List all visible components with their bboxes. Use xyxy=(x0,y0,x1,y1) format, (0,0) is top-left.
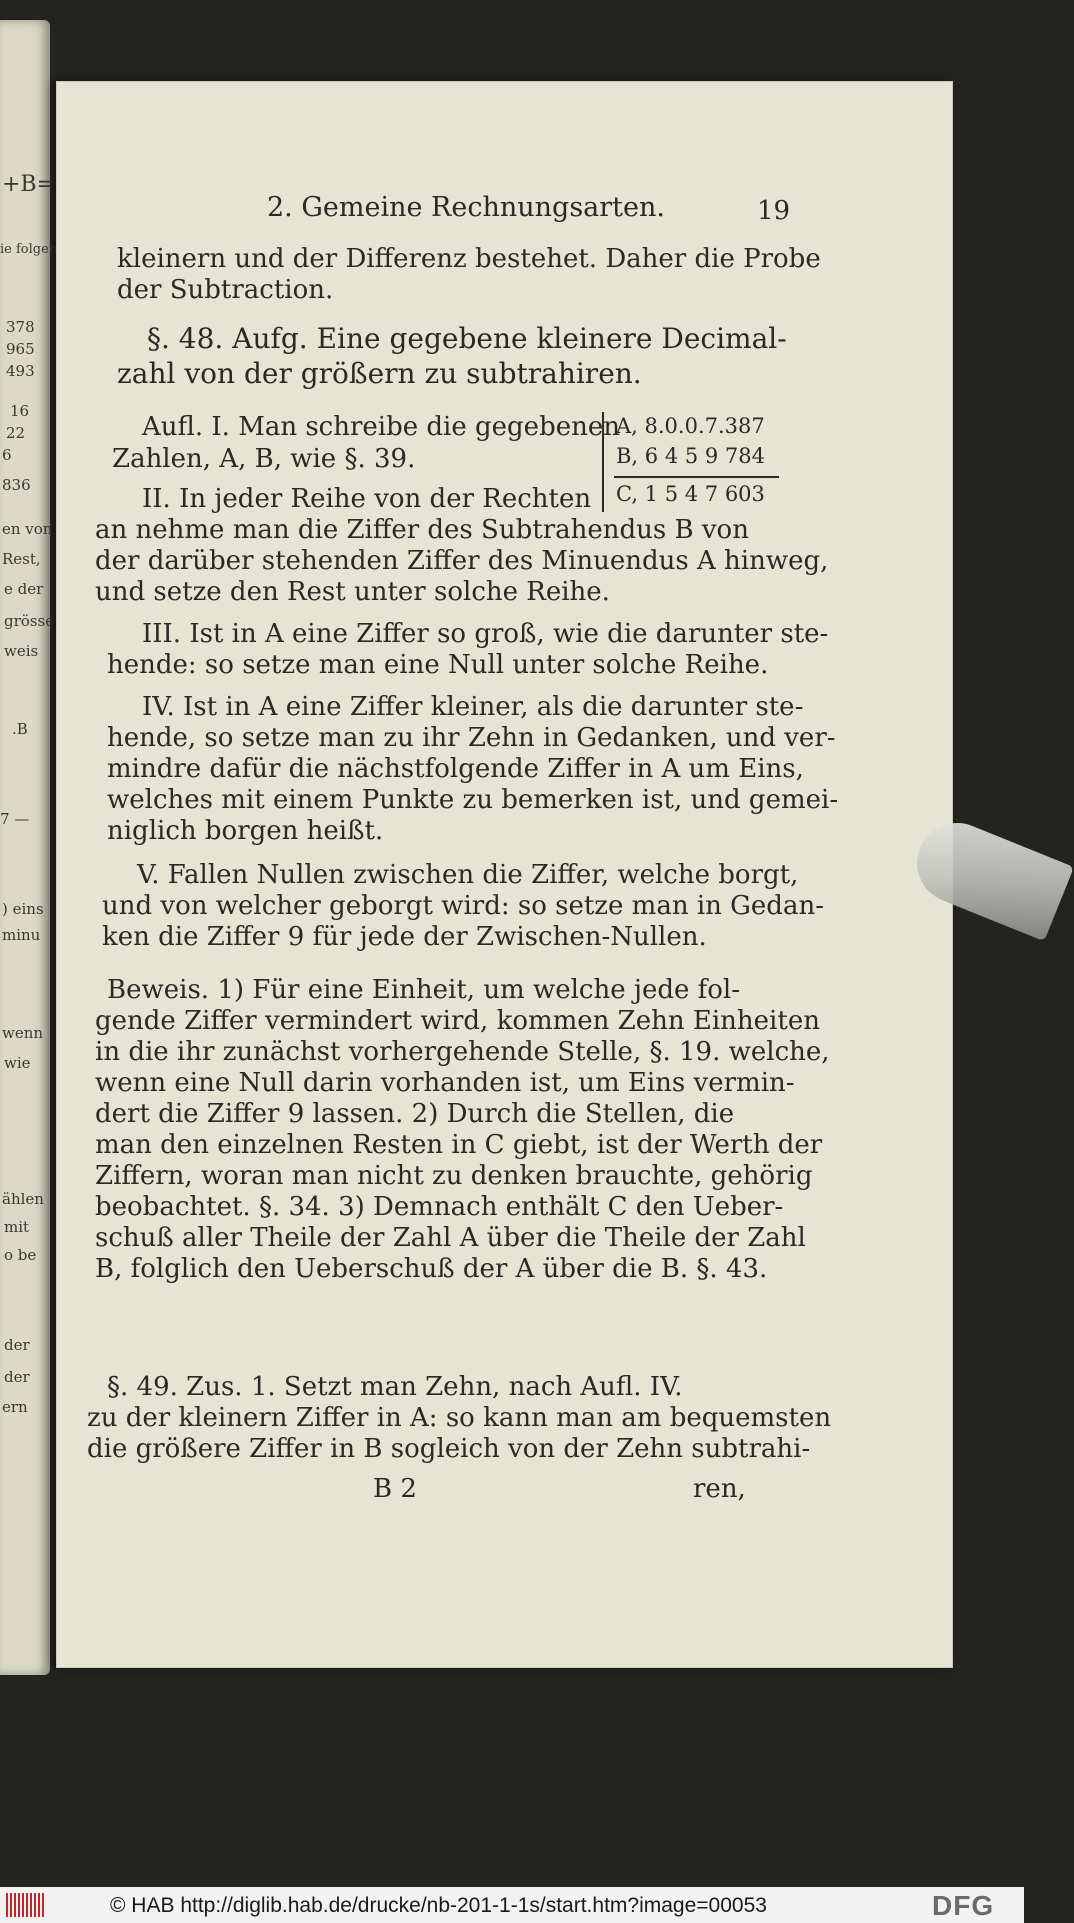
text-line: der Subtraction. xyxy=(117,275,334,305)
running-header: 2. Gemeine Rechnungsarten. xyxy=(267,192,665,223)
section-heading: zahl von der größern zu subtrahiren. xyxy=(117,357,642,390)
difference-row: C, 1 5 4 7 603 xyxy=(616,482,765,506)
text-line: man den einzelnen Resten in C giebt, ist der Werth der xyxy=(95,1130,823,1160)
text-line: gende Ziffer vermindert wird, kommen Zehn Einheiten xyxy=(95,1006,820,1036)
margin-fragment: .B xyxy=(12,720,28,738)
text-line: hende, so setze man zu ihr Zehn in Gedanken, und ver- xyxy=(107,723,836,753)
margin-fragment: e der xyxy=(4,580,44,598)
margin-fragment: ) eins xyxy=(2,900,44,918)
text-line: §. 49. Zus. 1. Setzt man Zehn, nach Aufl. IV. xyxy=(107,1372,683,1402)
margin-fragment: 836 xyxy=(2,476,31,494)
subtrahend-row: B, 6 4 5 9 784 xyxy=(616,444,766,468)
page-number: 19 xyxy=(757,196,791,226)
signature-mark: B 2 xyxy=(373,1474,417,1504)
text-line: hende: so setze man eine Null unter solche Reihe. xyxy=(107,650,769,680)
copyright-link[interactable]: © HAB http://diglib.hab.de/drucke/nb-201-1-1s/start.htm?image=00053 xyxy=(110,1894,767,1917)
left-page-edge xyxy=(0,20,58,1675)
text-line: an nehme man die Ziffer des Subtrahendus B von xyxy=(95,515,749,545)
margin-fragment: o be xyxy=(4,1246,37,1264)
margin-fragment: wenn xyxy=(2,1024,44,1042)
text-line: IV. Ist in A eine Ziffer kleiner, als die darunter ste- xyxy=(142,692,804,722)
margin-fragment: weis xyxy=(4,642,39,660)
margin-fragment: wie xyxy=(4,1054,31,1072)
margin-fragment: grösse xyxy=(4,612,55,630)
text-line: II. In jeder Reihe von der Rechten xyxy=(142,484,592,514)
text-line: Ziffern, woran man nicht zu denken brauchte, gehörig xyxy=(95,1161,813,1191)
margin-fragment: ählen xyxy=(2,1190,44,1208)
barcode-icon xyxy=(6,1893,44,1917)
margin-fragment: 6 xyxy=(2,446,12,464)
margin-fragment: 16 xyxy=(10,402,30,420)
text-line: wenn eine Null darin vorhanden ist, um Eins vermin- xyxy=(95,1068,795,1098)
margin-fragment: +B= xyxy=(2,172,56,197)
margin-fragment: 493 xyxy=(6,362,35,380)
text-line: V. Fallen Nullen zwischen die Ziffer, welche borgt, xyxy=(137,860,799,890)
text-line: mindre dafür die nächstfolgende Ziffer in A um Eins, xyxy=(107,754,804,784)
book-page xyxy=(57,82,952,1667)
text-line: Zahlen, A, B, wie §. 39. xyxy=(112,444,416,474)
text-line: in die ihr zunächst vorhergehende Stelle, §. 19. welche, xyxy=(95,1037,830,1067)
text-line: welches mit einem Punkte zu bemerken ist, und gemei- xyxy=(107,785,839,815)
margin-fragment: ern xyxy=(2,1398,28,1416)
subtraction-rule xyxy=(614,476,779,478)
text-line: B, folglich den Ueberschuß der A über die B. §. 43. xyxy=(95,1254,768,1284)
margin-fragment: mit xyxy=(4,1218,30,1236)
margin-fragment: ie folgen xyxy=(0,242,58,257)
margin-fragment: en von xyxy=(2,520,53,538)
text-line: und von welcher geborgt wird: so setze man in Gedan- xyxy=(102,891,824,921)
margin-fragment: der xyxy=(4,1336,30,1354)
text-line: ken die Ziffer 9 für jede der Zwischen-Nullen. xyxy=(102,922,707,952)
text-line: beobachtet. §. 34. 3) Demnach enthält C den Ueber- xyxy=(95,1192,784,1222)
text-line: kleinern und der Differenz bestehet. Daher die Probe xyxy=(117,244,821,274)
margin-fragment: der xyxy=(4,1368,30,1386)
footer-bar xyxy=(0,1887,1024,1923)
margin-fragment: minu xyxy=(2,926,41,944)
subtraction-example xyxy=(602,412,779,512)
text-line: schuß aller Theile der Zahl A über die Theile der Zahl xyxy=(95,1223,806,1253)
text-line: zu der kleinern Ziffer in A: so kann man am bequemsten xyxy=(87,1403,832,1433)
text-line: die größere Ziffer in B sogleich von der Zehn subtrahi- xyxy=(87,1434,811,1464)
text-line: und setze den Rest unter solche Reihe. xyxy=(95,577,610,607)
text-line: III. Ist in A eine Ziffer so groß, wie die darunter ste- xyxy=(142,619,829,649)
minuend-row: A, 8.0.0.7.387 xyxy=(616,414,765,438)
dfg-logo: DFG xyxy=(932,1890,995,1921)
section-heading: §. 48. Aufg. Eine gegebene kleinere Decimal- xyxy=(147,322,787,355)
catchword: ren, xyxy=(693,1474,746,1504)
margin-fragment: Rest, xyxy=(2,550,41,568)
text-line: dert die Ziffer 9 lassen. 2) Durch die Stellen, die xyxy=(95,1099,735,1129)
margin-fragment: 22 xyxy=(6,424,26,442)
text-line: niglich borgen heißt. xyxy=(107,816,384,846)
margin-fragment: 965 xyxy=(6,340,35,358)
text-line: Beweis. 1) Für eine Einheit, um welche jede fol- xyxy=(107,975,741,1005)
text-line: Aufl. I. Man schreibe die gegebenen xyxy=(142,412,620,442)
margin-fragment: 378 xyxy=(6,318,35,336)
text-line: der darüber stehenden Ziffer des Minuendus A hinweg, xyxy=(95,546,829,576)
margin-fragment: 7 — xyxy=(0,810,30,828)
